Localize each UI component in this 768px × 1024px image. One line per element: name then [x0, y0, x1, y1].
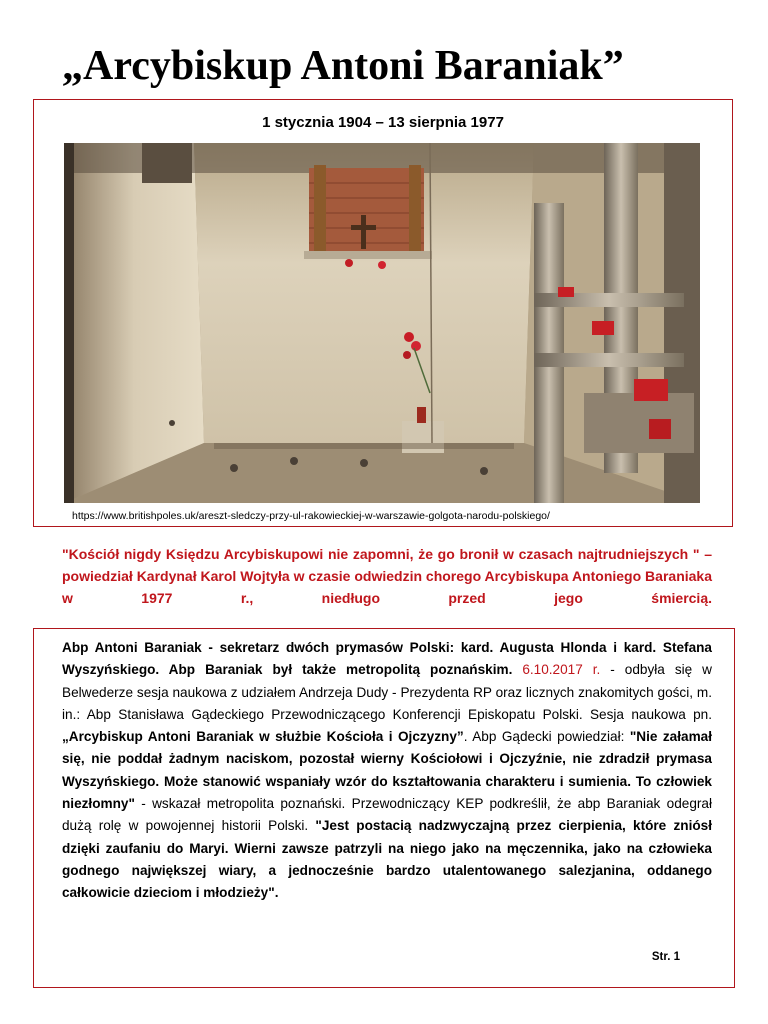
article-end: . — [274, 885, 279, 901]
intro-bold: Abp Antoni Baraniak - sekretarz dwóch prymasów Polski: kard. Augusta Hlonda i kard. Stefana Wyszyńskiego. Abp Baraniak był także metropolitą poznańskim. — [62, 640, 712, 678]
page-number: Str. 1 — [651, 951, 680, 963]
article-text-3: - wskazał metropolita poznański. Przewodniczący KEP podkreślił, że abp Baraniak odegrał dużą rolę w powojennej historii Polski. — [62, 796, 712, 834]
article-body — [62, 637, 712, 905]
cell-photo — [64, 143, 700, 503]
event-date: 6.10.2017 r. — [522, 662, 601, 678]
wojtyla-quote: "Kościół nigdy Księdzu Arcybiskupowi nie zapomni, że go bronił w czasach najtrudniejszych " – powiedział Kardynał Karol Wojtyła w czasie odwiedzin chorego Arcybiskupa Antoniego Baraniaka w 1977 r., niedługo przed jego śmiercią. — [62, 546, 712, 606]
life-dates: 1 stycznia 1904 – 13 sierpnia 1977 — [262, 114, 504, 131]
article-text-2: . Abp Gądecki powiedział: — [463, 729, 630, 745]
photo-frame — [33, 99, 733, 527]
session-title: „Arcybiskup Antoni Baraniak w służbie Kościoła i Ojczyzny” — [62, 729, 464, 745]
page-title: „Arcybiskup Antoni Baraniak” — [62, 43, 624, 89]
article-text-1: - odbyła się w Belwederze sesja naukowa z udziałem Andrzeja Dudy - Prezydenta RP oraz licznych znakomitych gości, m. in.: Abp Stanisława Gądeckiego Przewodniczącego Konferencji Episkopatu Polski. Sesja naukowa pn. — [62, 662, 712, 722]
photo-source-url: https://www.britishpoles.uk/areszt-sledczy-przy-ul-rakowieckiej-w-warszawie-golgota-narodu-polskiego/ — [72, 510, 550, 522]
gadecki-quote-2: "Jest postacią nadzwyczajną przez cierpienia, które zniósł dzięki zaufaniu do Maryi. Wierni zawsze patrzyli na niego jako na męczennika, jako na człowieka godnego największej wiary, a jednocześnie bardzo utalentowanego salezjanina, oddanego całkowicie dzieciom i młodzieży" — [62, 818, 712, 901]
gadecki-quote-1: "Nie załamał się, nie poddał żadnym naciskom, pozostał wierny Kościołowi i Ojczyźnie, nie zdradził prymasa Wyszyńskiego. Może stanowić wspaniały wzór do kształtowania charakteru i sumienia. To człowiek niezłomny" — [62, 729, 712, 812]
cell-photo-illustration — [64, 143, 700, 503]
article-box — [33, 628, 735, 988]
